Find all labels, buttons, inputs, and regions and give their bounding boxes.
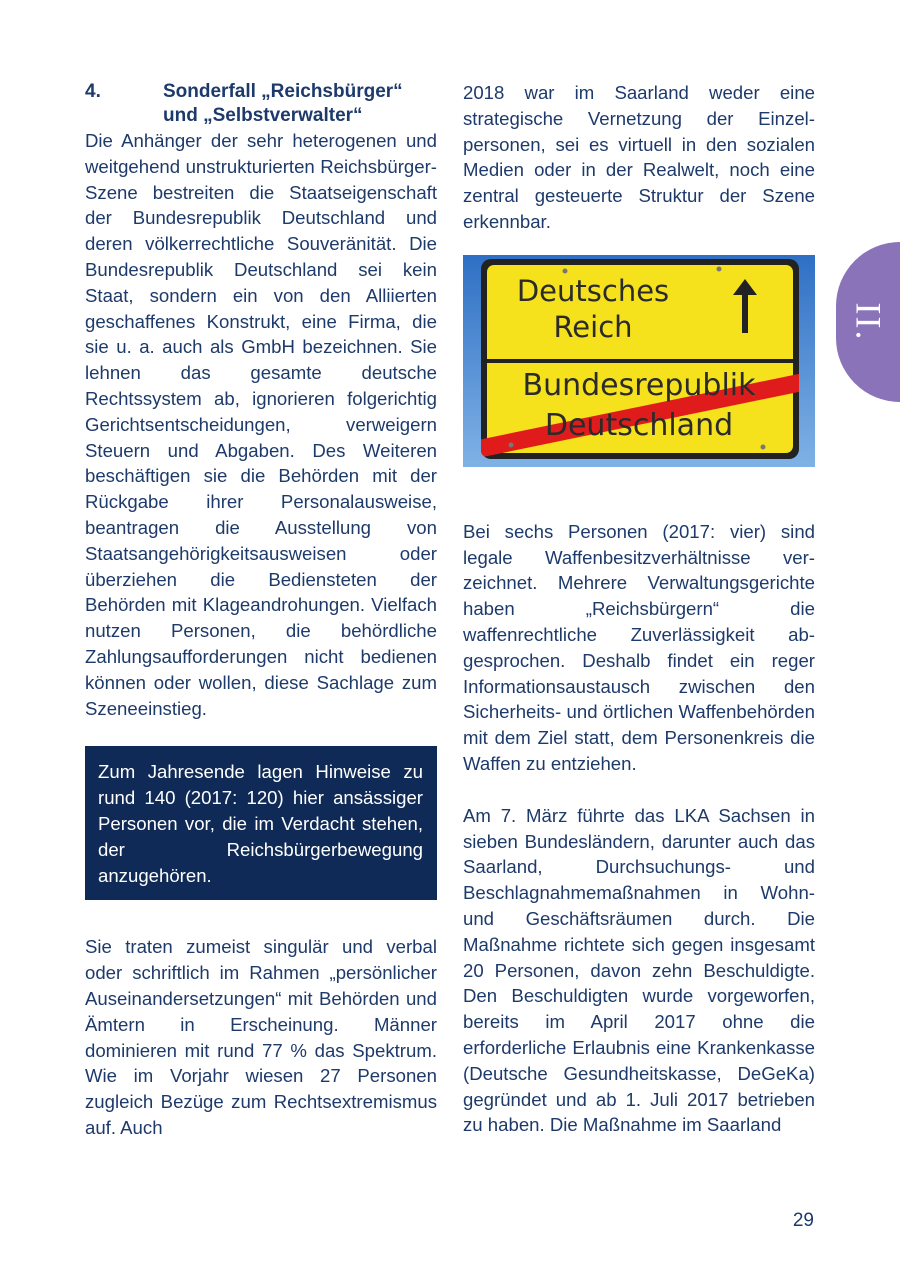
paragraph-network: 2018 war im Saarland weder eine strategische Vernetzung der Einzelpersonen, sei es virtuell in den sozialen Medien oder in der Realwelt, noch eine zentral gesteuerte Struktur der Szene erkennbar. bbox=[463, 82, 815, 232]
paragraph-weapons: Bei sechs Personen (2017: vier) sind legale Waffenbesitzverhältnisse verzeichnet. Mehrere Verwaltungsgerichte haben „Reichsbürgern“ die waffenrechtliche Zuverlässigkeit abgesprochen. Deshalb findet ein reger Informationsaustausch zwischen den Sicherheits- und örtlichen Waffenbehörden mit dem Ziel statt, dem Personenkreis die Waffen zu entziehen. bbox=[463, 520, 815, 774]
highlight-text: Zum Jahresende lagen Hinweise zu rund 140 (2017: 120) hier ansässiger Personen vor, die im Verdacht stehen, der Reichsbürgerbewegung anzugehören. bbox=[98, 761, 423, 886]
section-heading bbox=[85, 80, 437, 128]
page-number: 29 bbox=[792, 1210, 814, 1231]
town-sign-image bbox=[463, 255, 815, 467]
sign-bottom-line-2: Deutschland bbox=[544, 407, 734, 443]
chapter-tab bbox=[836, 242, 900, 402]
section-number: 4. bbox=[85, 81, 101, 102]
sign-bottom-line-1: Bundesrepublik bbox=[522, 367, 756, 403]
sign-top-line-2: Reich bbox=[553, 309, 633, 344]
chapter-tab-label: II. bbox=[847, 302, 888, 342]
paragraph-raid: Am 7. März führte das LKA Sachsen in sieben Bundesländern, darunter auch das Saarland, Durchsuchungs- und Beschlagnahmemaßnahmen in Wohn- und Geschäftsräumen durch. Die Maßnahme richtete sich gegen insgesamt 20 Personen, davon zehn Beschuldigte. Den Beschuldigten wurde vorgeworfen, bereits im April 2017 ohne die erforderliche Erlaubnis eine Krankenkasse (Deutsche Gesundheitskasse, DeGeKa) gegründet und ab 1. Juli 2017 betrieben zu haben. Die Maßnahme im Saarland bbox=[463, 804, 815, 1136]
section-title: Sonderfall „Reichsbürger“ und „Selbstverwalter“ bbox=[163, 81, 403, 126]
left-column bbox=[85, 80, 437, 1141]
highlight-box bbox=[85, 746, 437, 900]
paragraph-intro: Die Anhänger der sehr heterogenen und weitgehend unstrukturierten Reichsbürger-Szene bestreiten die Staatseigenschaft der Bundesrepublik Deutschland und deren völkerrechtliche Souveränität. Die Bundesrepublik Deutschland sei kein Staat, sondern ein von den Alliierten geschaffenes Konstrukt, eine Firma, die sie u. a. auch als GmbH bezeichnen. Sie lehnen das gesamte deutsche Rechtssystem ab, ignorieren folgerichtig Gerichtsentscheidungen, verweigern Steuern und Abgaben. Des Weiteren beschäftigen sie die Behörden mit der Rückgabe ihrer Personalausweise, beantragen die Ausstellung von Staatsangehörigkeitsausweisen oder überziehen die Bediensteten der Behörden mit Klageandrohungen. Vielfach nutzen Personen, die behördliche Zahlungsaufforderungen nicht bedienen können oder wollen, diese Sachlage zum Szeneeinstieg. bbox=[85, 130, 437, 719]
sign-top-line-1: Deutsches bbox=[516, 273, 670, 308]
right-column bbox=[463, 80, 815, 1138]
paragraph-appearance: Sie traten zumeist singulär und verbal oder schriftlich im Rahmen „persönlicher Auseinandersetzungen“ mit Behörden und Ämtern in Erscheinung. Männer dominieren mit rund 77 % das Spektrum. Wie im Vorjahr wiesen 27 Personen zugleich Bezüge zum Rechtsextremismus auf. Auch bbox=[85, 936, 437, 1138]
